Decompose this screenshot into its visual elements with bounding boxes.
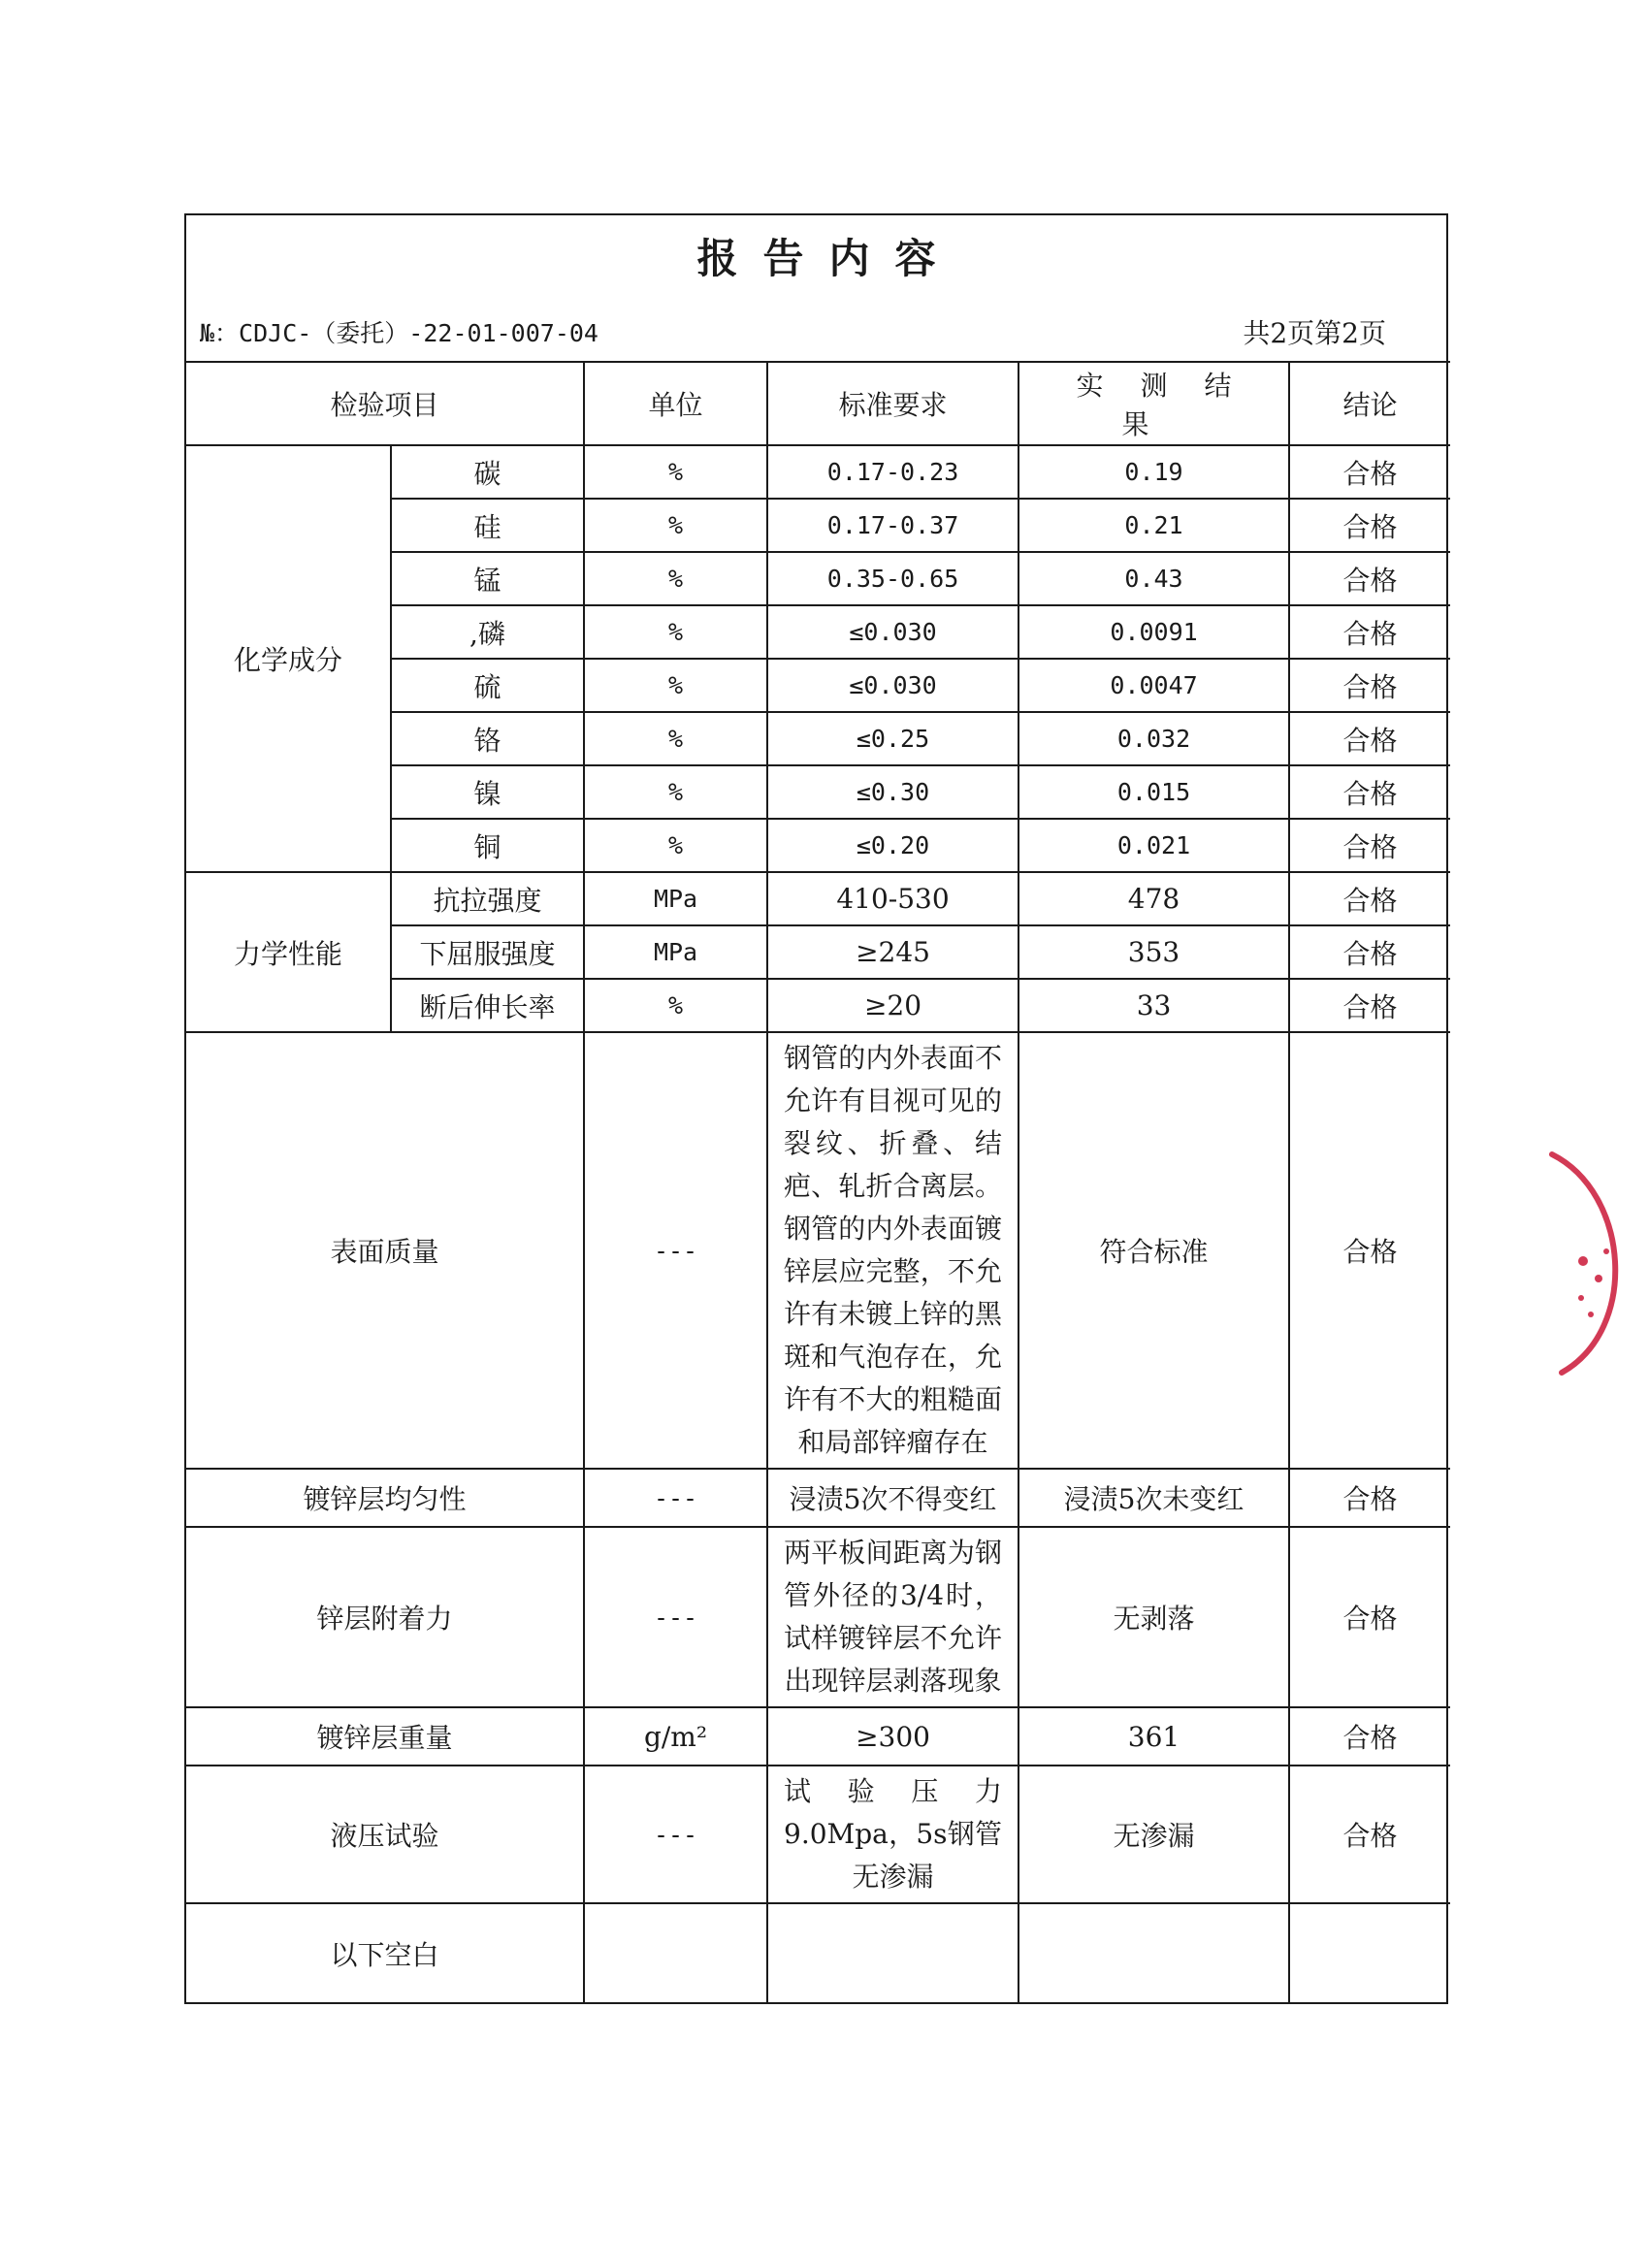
row-item: 硅 [391, 499, 584, 552]
row-item: 下屈服强度 [391, 925, 584, 979]
row-conclusion: 合格 [1289, 605, 1450, 659]
row-standard: 0.17-0.37 [767, 499, 1018, 552]
row-standard: ≥245 [767, 925, 1018, 979]
row-item: 硫 [391, 659, 584, 712]
seal-stamp-dot [1595, 1275, 1602, 1282]
row-conclusion: 合格 [1289, 1766, 1450, 1903]
header-result [1018, 362, 1289, 445]
row-unit: % [584, 445, 767, 499]
empty-cell [767, 1903, 1018, 2002]
row-result: 0.0047 [1018, 659, 1289, 712]
row-conclusion: 合格 [1289, 1527, 1450, 1707]
seal-stamp-icon [1513, 1135, 1649, 1387]
row-unit: % [584, 819, 767, 872]
row-standard [767, 1032, 1018, 1469]
row-standard: ≤0.20 [767, 819, 1018, 872]
row-conclusion: 合格 [1289, 765, 1450, 819]
row-result: 无渗漏 [1018, 1766, 1289, 1903]
row-conclusion: 合格 [1289, 445, 1450, 499]
row-conclusion: 合格 [1289, 499, 1450, 552]
table-row-zinc-uniformity [186, 1469, 1450, 1527]
row-unit: % [584, 712, 767, 765]
seal-stamp-arc [1552, 1154, 1615, 1373]
row-unit: --- [584, 1032, 767, 1469]
seal-stamp-dot [1578, 1295, 1584, 1301]
row-standard: 0.35-0.65 [767, 552, 1018, 605]
row-conclusion: 合格 [1289, 712, 1450, 765]
row-conclusion: 合格 [1289, 979, 1450, 1032]
row-result: 478 [1018, 872, 1289, 925]
row-item: 镍 [391, 765, 584, 819]
row-result: 33 [1018, 979, 1289, 1032]
row-unit: % [584, 659, 767, 712]
header-item: 检验项目 [186, 362, 584, 445]
report-title: 报告内容 [696, 235, 961, 282]
row-conclusion: 合格 [1289, 925, 1450, 979]
table-row-zinc-weight [186, 1707, 1450, 1766]
row-item: 碳 [391, 445, 584, 499]
row-unit: % [584, 979, 767, 1032]
seal-stamp-dot [1603, 1248, 1609, 1254]
blank-note: 以下空白 [186, 1903, 584, 2002]
row-item: 锌层附着力 [186, 1527, 584, 1707]
row-unit: --- [584, 1469, 767, 1527]
page-info: 共2页第2页 [1243, 317, 1386, 349]
empty-cell [1018, 1903, 1289, 2002]
seal-stamp-dot [1578, 1256, 1588, 1266]
row-unit: --- [584, 1527, 767, 1707]
row-item: 铜 [391, 819, 584, 872]
empty-cell [584, 1903, 767, 2002]
row-standard: ≥300 [767, 1707, 1018, 1766]
row-result: 0.43 [1018, 552, 1289, 605]
row-result: 0.021 [1018, 819, 1289, 872]
row-standard [767, 1766, 1018, 1903]
group-mechanical: 力学性能 [186, 872, 391, 1032]
row-result: 无剥落 [1018, 1527, 1289, 1707]
table-row-surface-quality [186, 1032, 1450, 1469]
table-row-blank [186, 1903, 1450, 2002]
row-result: 353 [1018, 925, 1289, 979]
row-standard: ≤0.25 [767, 712, 1018, 765]
row-unit: % [584, 552, 767, 605]
report-meta-row [186, 303, 1446, 361]
row-standard-text: 钢管的内外表面不允许有目视可见的裂纹、折叠、结疤、轧折合离层。钢管的内外表面镀锌层应完整，不允许有未镀上锌的黑斑和气泡存在，允许有不大的粗糙面和局部锌瘤存在 [784, 1042, 1003, 1458]
row-unit: MPa [584, 872, 767, 925]
row-standard: ≥20 [767, 979, 1018, 1032]
row-result: 浸渍5次未变红 [1018, 1469, 1289, 1527]
row-conclusion: 合格 [1289, 1032, 1450, 1469]
row-standard: ≤0.030 [767, 659, 1018, 712]
table-row [186, 872, 1450, 925]
row-unit: % [584, 605, 767, 659]
table-row-hydraulic [186, 1766, 1450, 1903]
row-standard: 浸渍5次不得变红 [767, 1469, 1018, 1527]
seal-stamp-dot [1588, 1312, 1594, 1317]
row-conclusion: 合格 [1289, 659, 1450, 712]
row-item: 液压试验 [186, 1766, 584, 1903]
report-number: №：CDJC-（委托）-22-01-007-04 [200, 319, 598, 347]
row-standard: 0.17-0.23 [767, 445, 1018, 499]
row-item: 镀锌层均匀性 [186, 1469, 584, 1527]
row-item: ,磷 [391, 605, 584, 659]
header-conclusion: 结论 [1289, 362, 1450, 445]
row-standard: ≤0.030 [767, 605, 1018, 659]
row-standard [767, 1527, 1018, 1707]
inspection-table [186, 361, 1450, 2002]
row-item: 锰 [391, 552, 584, 605]
row-standard-text: 两平板间距离为钢管外径的3/4时，试样镀锌层不允许出现锌层剥落现象 [784, 1537, 1003, 1697]
empty-cell [1289, 1903, 1450, 2002]
row-item: 铬 [391, 712, 584, 765]
report-frame [184, 213, 1448, 2004]
row-result: 0.015 [1018, 765, 1289, 819]
row-standard: 410-530 [767, 872, 1018, 925]
header-result-label: 实测结果 [1076, 370, 1269, 440]
row-unit: % [584, 765, 767, 819]
row-unit: MPa [584, 925, 767, 979]
row-unit: --- [584, 1766, 767, 1903]
row-item: 表面质量 [186, 1032, 584, 1469]
table-row [186, 445, 1450, 499]
row-result: 符合标准 [1018, 1032, 1289, 1469]
row-result: 0.21 [1018, 499, 1289, 552]
row-result: 0.0091 [1018, 605, 1289, 659]
row-standard-text: 试验压力9.0Mpa，5s钢管无渗漏 [784, 1775, 1003, 1893]
row-conclusion: 合格 [1289, 872, 1450, 925]
group-chemical: 化学成分 [186, 445, 391, 872]
table-header-row [186, 362, 1450, 445]
header-standard: 标准要求 [767, 362, 1018, 445]
row-standard: ≤0.30 [767, 765, 1018, 819]
row-unit: g/m² [584, 1707, 767, 1766]
row-item: 镀锌层重量 [186, 1707, 584, 1766]
row-conclusion: 合格 [1289, 552, 1450, 605]
row-conclusion: 合格 [1289, 1707, 1450, 1766]
row-conclusion: 合格 [1289, 1469, 1450, 1527]
row-conclusion: 合格 [1289, 819, 1450, 872]
row-result: 0.032 [1018, 712, 1289, 765]
row-unit: % [584, 499, 767, 552]
table-row-zinc-adhesion [186, 1527, 1450, 1707]
row-result: 361 [1018, 1707, 1289, 1766]
row-item: 抗拉强度 [391, 872, 584, 925]
row-result: 0.19 [1018, 445, 1289, 499]
row-item: 断后伸长率 [391, 979, 584, 1032]
header-unit: 单位 [584, 362, 767, 445]
